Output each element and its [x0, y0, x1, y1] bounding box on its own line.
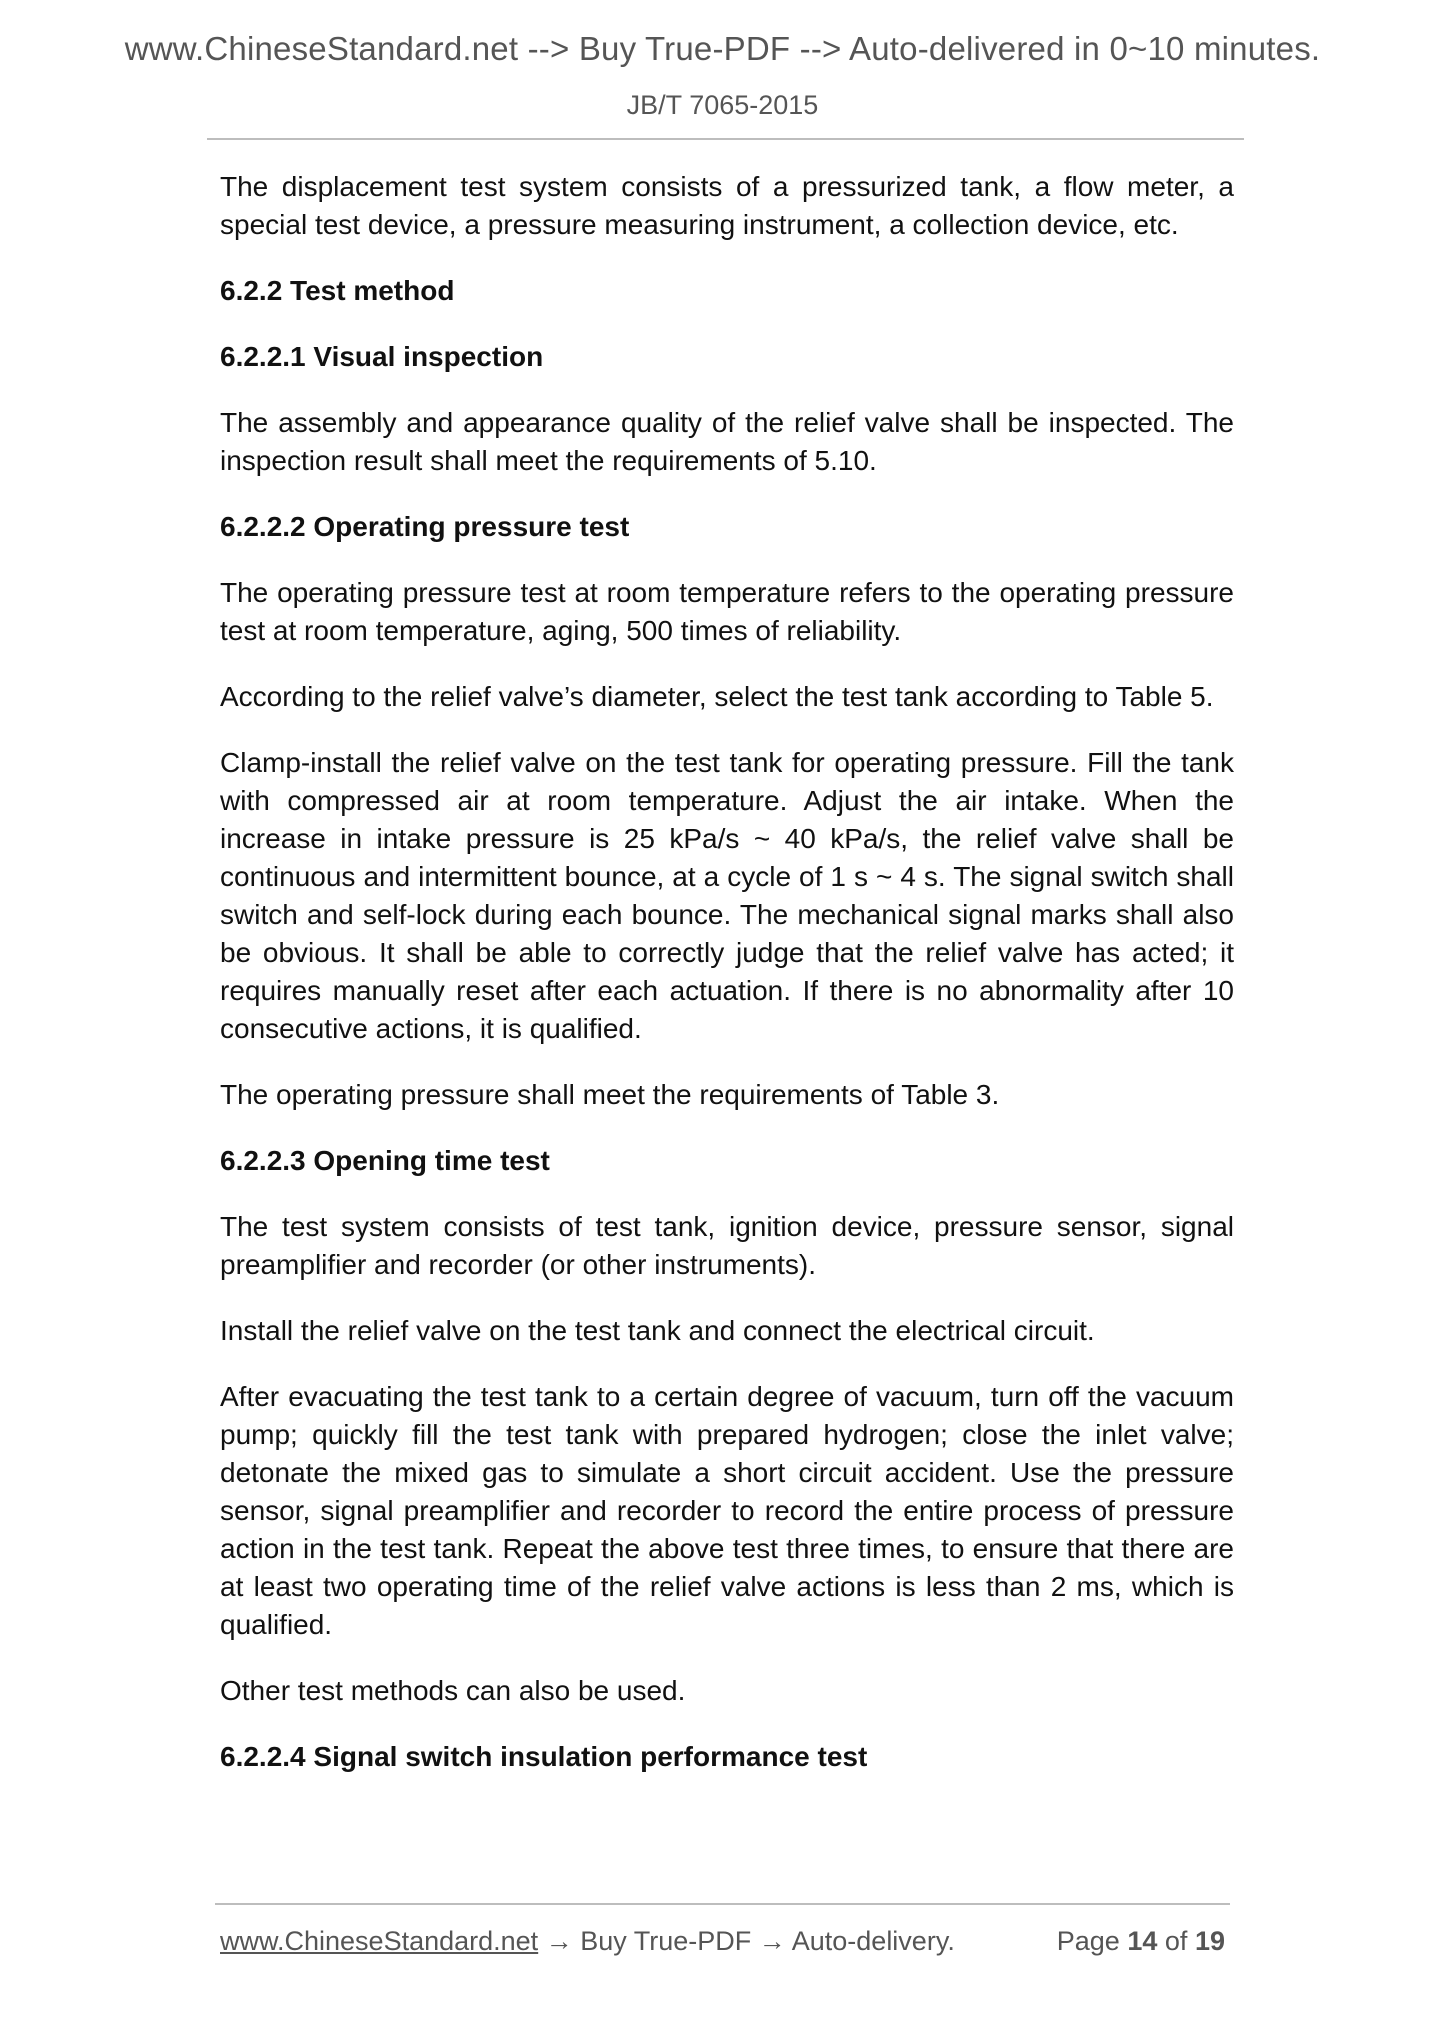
of-label: of [1164, 1926, 1188, 1956]
header-banner: www.ChineseStandard.net --> Buy True-PDF --> Auto-delivered in 0~10 minutes. [124, 30, 1321, 67]
document-body [220, 168, 1234, 1804]
heading-6-2-2-2: 6.2.2.2 Operating pressure test [220, 511, 630, 542]
footer-divider [215, 1903, 1230, 1905]
heading-6-2-2: 6.2.2 Test method [220, 275, 455, 306]
header-divider [207, 138, 1244, 140]
paragraph-visual-inspection: The assembly and appearance quality of the relief valve shall be inspected. The inspection result shall meet the requirements of 5.10. [220, 407, 1234, 476]
paragraph-install-valve: Install the relief valve on the test tank and connect the electrical circuit. [220, 1315, 1095, 1346]
page-number [1057, 1923, 1225, 1959]
heading-6-2-2-4: 6.2.2.4 Signal switch insulation performance test [220, 1741, 868, 1772]
footer-delivery-text: → Buy True-PDF → Auto-delivery. [538, 1926, 955, 1956]
document-id: JB/T 7065-2015 [626, 90, 819, 120]
paragraph-room-temperature: The operating pressure test at room temperature refers to the operating pressure test at room temperature, aging, 500 times of reliability. [220, 577, 1234, 646]
page-total: 19 [1194, 1926, 1225, 1956]
page-label: Page [1056, 1926, 1120, 1956]
paragraph-evacuating: After evacuating the test tank to a certain degree of vacuum, turn off the vacuum pump; quickly fill the test tank with prepared hydrogen; close the inlet valve; detonate the mixed gas to simulate a short circuit accident. Use the pressure sensor, signal preamplifier and recorder to record the entire process of pressure action in the test tank. Repeat the above test three times, to ensure that there are at least two operating time of the relief valve actions is less than 2 ms, which is qualified. [220, 1381, 1234, 1640]
paragraph-test-system: The displacement test system consists of a pressurized tank, a flow meter, a special test device, a pressure measuring instrument, a collection device, etc. [220, 171, 1234, 240]
page-current: 14 [1127, 1926, 1158, 1956]
footer-left [220, 1923, 955, 1959]
paragraph-opening-time-system: The test system consists of test tank, ignition device, pressure sensor, signal preamplifier and recorder (or other instruments). [220, 1211, 1234, 1280]
paragraph-clamp-install: Clamp-install the relief valve on the test tank for operating pressure. Fill the tank with compressed air at room temperature. Adjust the air intake. When the increase in intake pressure is 25 kPa/s ~ 40 kPa/s, the relief valve shall be continuous and intermittent bounce, at a cycle of 1 s ~ 4 s. The signal switch shall switch and self-lock during each bounce. The mechanical signal marks shall also be obvious. It shall be able to correctly judge that the relief valve has acted; it requires manually reset after each actuation. If there is no abnormality after 10 consecutive actions, it is qualified. [220, 747, 1234, 1044]
heading-6-2-2-3: 6.2.2.3 Opening time test [220, 1145, 550, 1176]
paragraph-operating-pressure-requirements: The operating pressure shall meet the requirements of Table 3. [220, 1079, 1000, 1110]
footer-website-link[interactable]: www.ChineseStandard.net [220, 1926, 539, 1956]
paragraph-select-tank: According to the relief valve’s diameter, select the test tank according to Table 5. [220, 681, 1214, 712]
paragraph-other-methods: Other test methods can also be used. [220, 1675, 686, 1706]
heading-6-2-2-1: 6.2.2.1 Visual inspection [220, 341, 544, 372]
